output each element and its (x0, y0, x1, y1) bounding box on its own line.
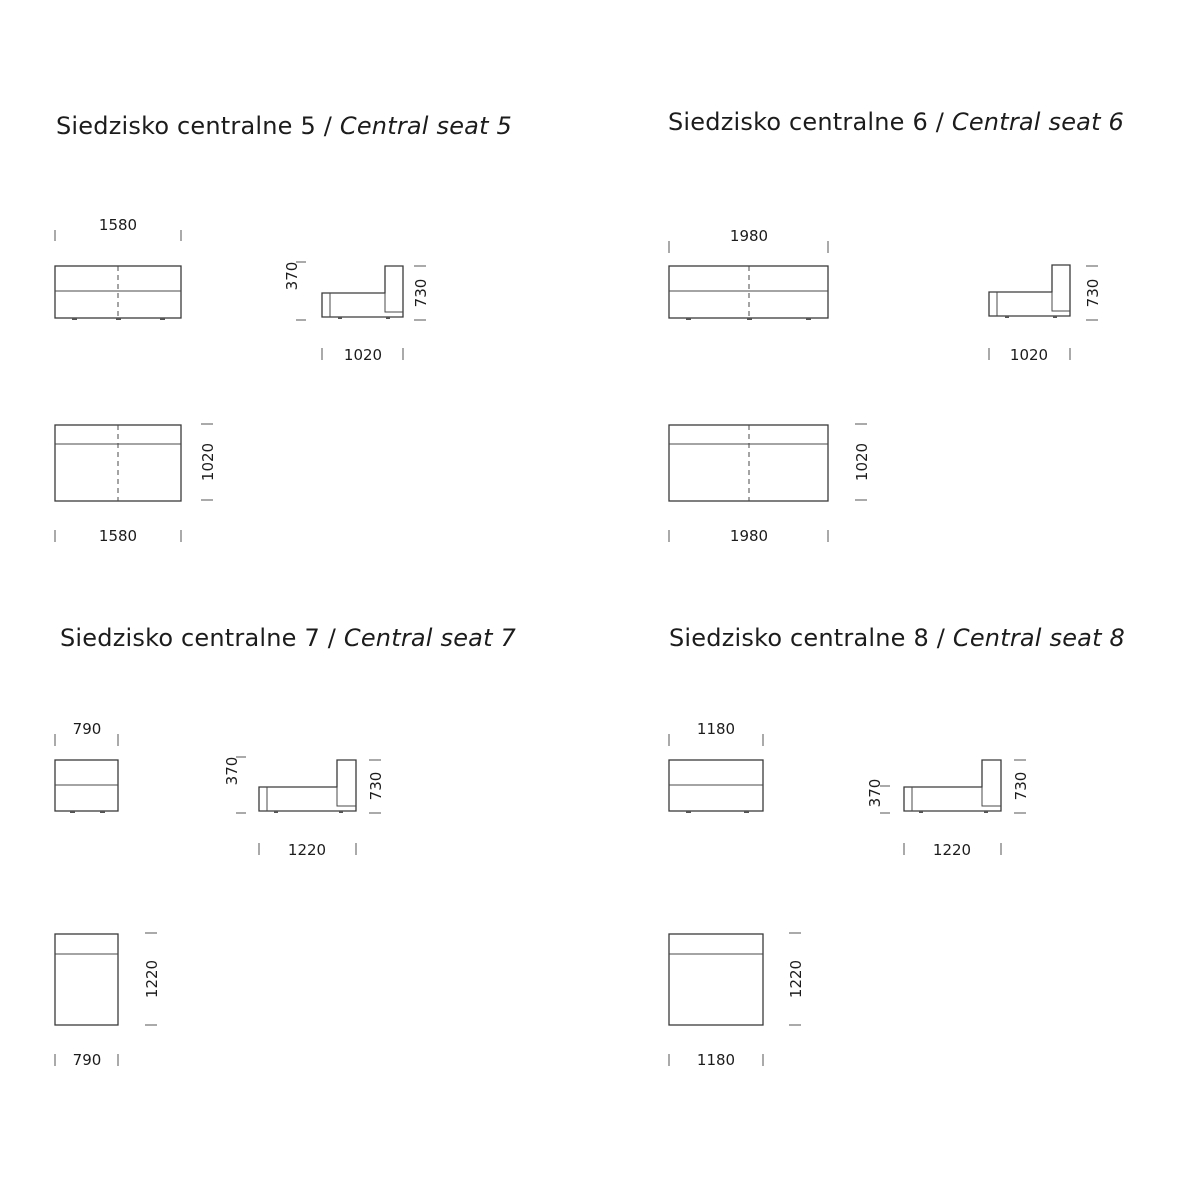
module-7-total-height-label: 730 (367, 771, 385, 801)
module-5-side-depth-label: 1020 (343, 346, 383, 364)
module-7-side-depth-label: 1220 (287, 841, 327, 859)
module-8-top-view (669, 933, 805, 1069)
module-7-drawings (55, 720, 385, 1069)
module-7-seat-height-label: 370 (223, 756, 241, 786)
module-5-total-height-label: 730 (412, 278, 430, 308)
module-6-side-view (989, 265, 1102, 364)
module-6-top-width-label: 1980 (729, 527, 769, 545)
module-5-top-depth-label: 1020 (199, 442, 217, 482)
module-7-top-width-label: 790 (72, 1051, 102, 1069)
module-8-total-height-label: 730 (1012, 771, 1030, 801)
module-7-top-view (55, 933, 161, 1069)
module-8-top-depth-label: 1220 (787, 959, 805, 999)
module-7-front-view (55, 720, 118, 813)
module-7-front-width-label: 790 (72, 720, 102, 738)
module-7-side-view (223, 757, 385, 859)
module-5-front-width-label: 1580 (98, 216, 138, 234)
module-7-title-en: Central seat 7 (343, 624, 516, 652)
module-6-side-depth-label: 1020 (1009, 346, 1049, 364)
module-5-title-en: Central seat 5 (339, 112, 512, 140)
module-8-title-pl: Siedzisko centralne 8 / (669, 624, 953, 652)
module-6-top-depth-label: 1020 (853, 442, 871, 482)
module-8-seat-height-label: 370 (866, 778, 884, 808)
module-6-total-height-label: 730 (1084, 278, 1102, 308)
module-8-top-width-label: 1180 (696, 1051, 736, 1069)
module-8-front-view (669, 720, 763, 813)
module-6-front-width-label: 1980 (729, 227, 769, 245)
module-7-top-depth-label: 1220 (143, 959, 161, 999)
module-8-title-en: Central seat 8 (952, 624, 1125, 652)
module-5-drawings (55, 216, 430, 545)
module-5-title-pl: Siedzisko centralne 5 / (56, 112, 340, 140)
module-5-top-width-label: 1580 (98, 527, 138, 545)
module-8-side-depth-label: 1220 (932, 841, 972, 859)
module-6-front-view (669, 227, 828, 320)
module-5-seat-height-label: 370 (283, 261, 301, 291)
module-8-side-view (866, 760, 1030, 859)
module-8-front-width-label: 1180 (696, 720, 736, 738)
module-5-top-view (55, 424, 217, 545)
module-5-side-view (283, 262, 430, 364)
module-7-title-pl: Siedzisko centralne 7 / (60, 624, 344, 652)
module-6-title-en: Central seat 6 (951, 108, 1124, 136)
module-6-top-view (669, 424, 871, 545)
module-6-title-pl: Siedzisko centralne 6 / (668, 108, 952, 136)
module-6-drawings (669, 227, 1102, 545)
module-8-drawings (669, 720, 1030, 1069)
module-5-front-view (55, 216, 181, 320)
